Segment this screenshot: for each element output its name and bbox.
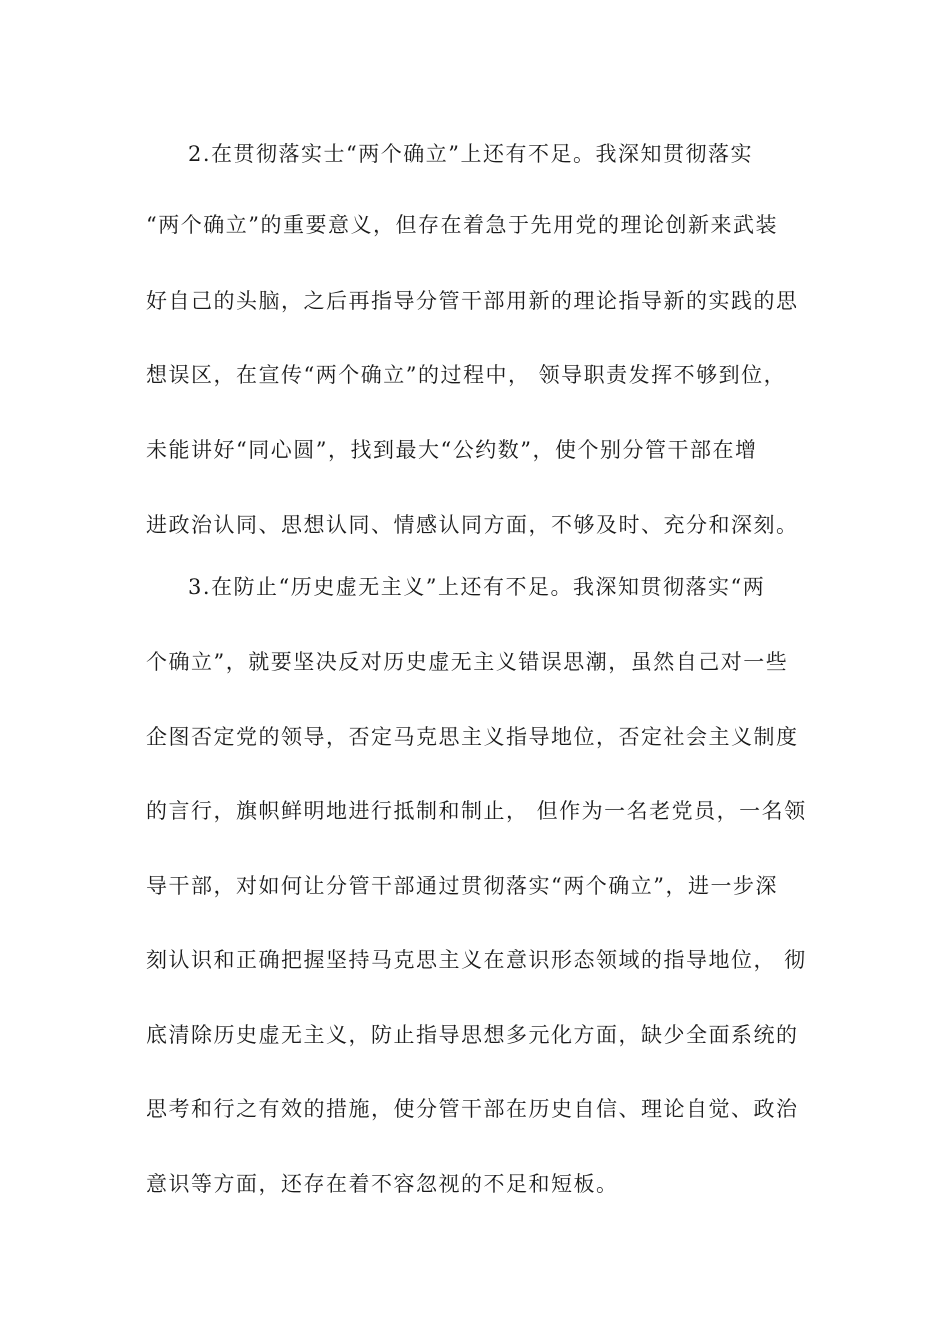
paragraph-2-line-1: 2.在贯彻落实士“两个确立”上还有不足。我深知贯彻落实 xyxy=(188,142,754,166)
paragraph-2-line-4: 想误区，在宣传“两个确立”的过程中， 领导职责发挥不够到位， xyxy=(146,363,787,387)
paragraph-2-line-5: 未能讲好“同心圆”，找到最大“公约数”，使个别分管干部在增 xyxy=(146,438,758,462)
paragraph-3-line-6: 刻认识和正确把握坚持马克思主义在意识形态领域的指导地位， 彻 xyxy=(146,948,807,972)
paragraph-2-line-3: 好自己的头脑，之后再指导分管干部用新的理论指导新的实践的思 xyxy=(146,289,799,313)
paragraph-3-line-5: 导干部，对如何让分管干部通过贯彻落实“两个确立”，进一步深 xyxy=(146,874,778,898)
paragraph-3-line-2: 个确立”，就要坚决反对历史虚无主义错误思潮，虽然自己对一些 xyxy=(146,650,789,674)
paragraph-2-line-2: “两个确立”的重要意义，但存在着急于先用党的理论创新来武装 xyxy=(146,213,778,237)
paragraph-3-line-3: 企图否定党的领导，否定马克思主义指导地位，否定社会主义制度 xyxy=(146,725,799,749)
paragraph-3-line-7: 底清除历史虚无主义，防止指导思想多元化方面，缺少全面系统的 xyxy=(146,1023,799,1047)
paragraph-3-line-1: 3.在防止“历史虚无主义”上还有不足。我深知贯彻落实“两 xyxy=(188,575,766,599)
paragraph-3-line-9: 意识等方面，还存在着不容忽视的不足和短板。 xyxy=(146,1172,619,1196)
paragraph-3-line-4: 的言行，旗帜鲜明地进行抵制和制止， 但作为一名老党员，一名领 xyxy=(146,799,807,823)
paragraph-2-line-6: 进政治认同、思想认同、情感认同方面，不够及时、充分和深刻。 xyxy=(146,513,799,537)
paragraph-3-line-8: 思考和行之有效的措施，使分管干部在历史自信、理论自觉、政治 xyxy=(146,1097,799,1121)
